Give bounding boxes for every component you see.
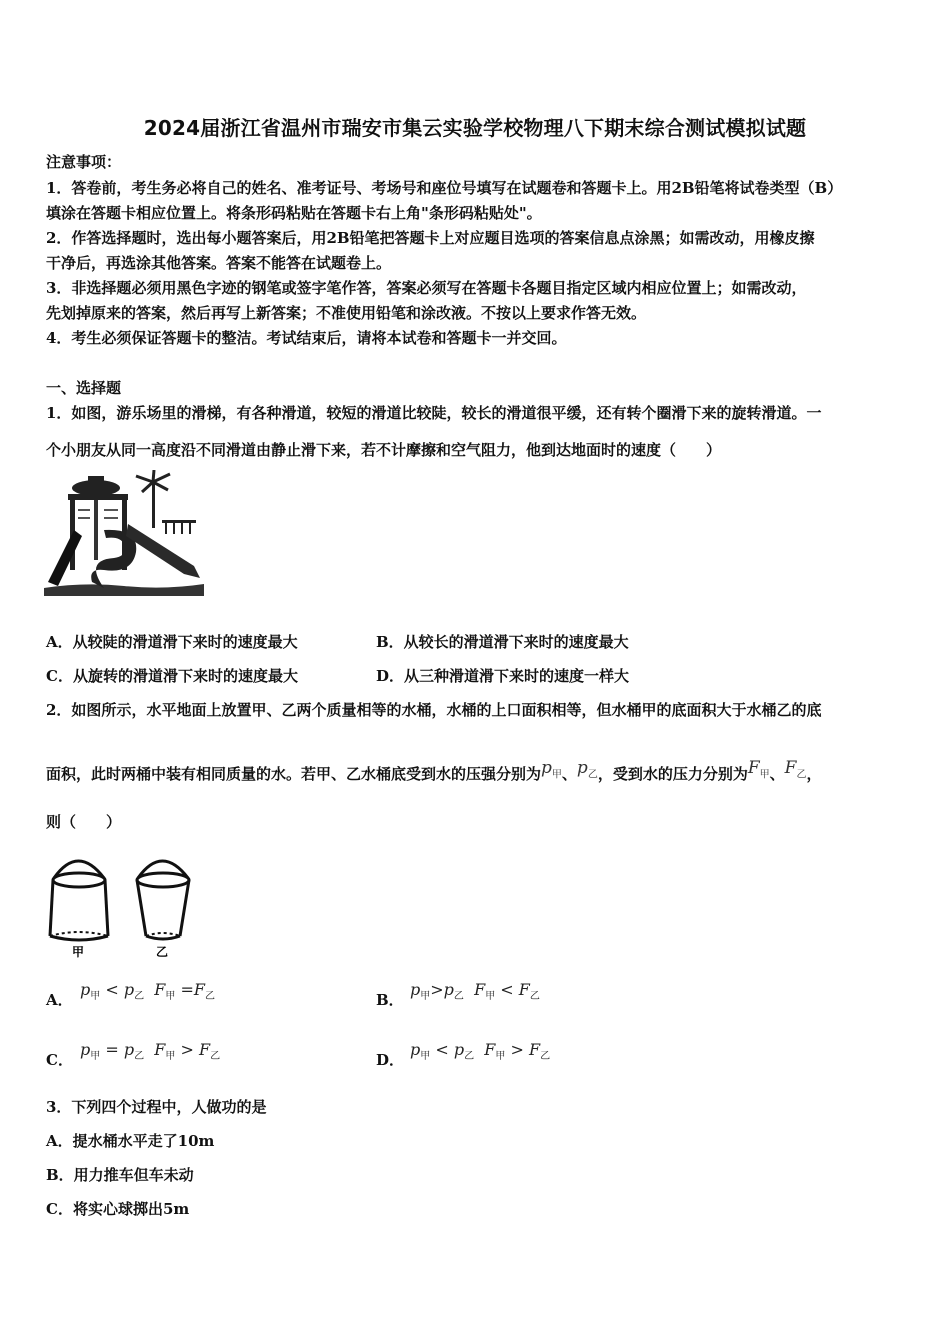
q3-option-c[interactable]: C．将实心球掷出5m	[46, 1200, 190, 1218]
q2-stem-line3: 则（ ）	[46, 813, 122, 831]
bucket-jia-label: 甲	[72, 945, 85, 959]
q2-option-c-label[interactable]: C．	[46, 1051, 73, 1069]
notes-line: 干净后，再选涂其他答案。答案不能答在试题卷上。	[46, 254, 392, 272]
q1-option-a[interactable]: A．从较陡的滑道滑下来时的速度最大	[46, 633, 298, 651]
q1-option-d[interactable]: D．从三种滑道滑下来时的速度一样大	[376, 667, 630, 685]
notes-line: 先划掉原来的答案，然后再写上新答案；不准使用铅笔和涂改液。不按以上要求作答无效。	[46, 304, 647, 322]
q3-stem: 3．下列四个过程中，人做功的是	[46, 1098, 267, 1116]
buckets-figure	[44, 848, 204, 960]
f-yi-symbol: $F_乙$	[784, 758, 807, 781]
q1-stem-line1: 1．如图，游乐场里的滑梯，有各种滑道，较短的滑道比较陡，较长的滑道很平缓，还有转个圈滑下来的旋转滑道。一	[46, 404, 822, 422]
page-title: 2024届浙江省温州市瑞安市集云实验学校物理八下期末综合测试模拟试题	[143, 116, 807, 140]
q2-option-d-label[interactable]: D．	[376, 1051, 405, 1069]
notes-line: 1．答卷前，考生务必将自己的姓名、准考证号、考场号和座位号填写在试题卷和答题卡上。用2B铅笔将试卷类型（B）	[46, 179, 843, 197]
q2-option-a-formula[interactable]: $p_甲 < p_乙$ $F_甲 =F_乙$	[80, 980, 215, 1003]
q2-option-b-formula[interactable]: $p_甲>p_乙$ $F_甲 < F_乙$	[410, 980, 540, 1003]
q2-stem-line1: 2．如图所示，水平地面上放置甲、乙两个质量相等的水桶，水桶的上口面积相等，但水桶甲的底面积大于水桶乙的底	[46, 701, 822, 719]
notes-heading: 注意事项：	[46, 153, 122, 171]
q3-option-a[interactable]: A．提水桶水平走了10m	[46, 1132, 215, 1150]
q2-option-a-label[interactable]: A．	[46, 991, 73, 1009]
notes-line: 2．作答选择题时，选出每小题答案后，用2B铅笔把答题卡上对应题目选项的答案信息点涂黑；如需改动，用橡皮擦	[46, 229, 815, 247]
q2-option-c-formula[interactable]: $p_甲 = p_乙$ $F_甲 > F_乙$	[80, 1040, 221, 1063]
section-heading: 一、选择题	[46, 379, 122, 397]
p-yi-symbol: $p_乙$	[576, 758, 598, 781]
q2-stem-line2: 面积，此时两桶中装有相同质量的水。若甲、乙水桶底受到水的压强分别为$p_甲$、$p_乙$，受到水的压力分别为$F_甲$、$F_乙$，	[46, 758, 822, 783]
q2-option-d-formula[interactable]: $p_甲 < p_乙$ $F_甲 > F_乙$	[410, 1040, 551, 1063]
bucket-yi-label: 乙	[156, 945, 169, 959]
notes-line: 填涂在答题卡相应位置上。将条形码粘贴在答题卡右上角"条形码粘贴处"。	[46, 204, 542, 222]
q1-option-c[interactable]: C．从旋转的滑道滑下来时的速度最大	[46, 667, 298, 685]
q1-stem-line2: 个小朋友从同一高度沿不同滑道由静止滑下来，若不计摩擦和空气阻力，他到达地面时的速度（ ）	[46, 441, 722, 459]
p-jia-symbol: $p_甲$	[541, 758, 562, 781]
q2-option-b-label[interactable]: B．	[376, 991, 404, 1009]
q1-option-b[interactable]: B．从较长的滑道滑下来时的速度最大	[376, 633, 629, 651]
f-jia-symbol: $F_甲$	[747, 758, 770, 781]
notes-line: 3．非选择题必须用黑色字迹的钢笔或签字笔作答，答案必须写在答题卡各题目指定区域内相应位置上；如需改动，	[46, 279, 807, 297]
notes-line: 4．考生必须保证答题卡的整洁。考试结束后，请将本试卷和答题卡一并交回。	[46, 329, 567, 347]
slide-figure	[44, 470, 204, 596]
q3-option-b[interactable]: B．用力推车但车未动	[46, 1166, 194, 1184]
